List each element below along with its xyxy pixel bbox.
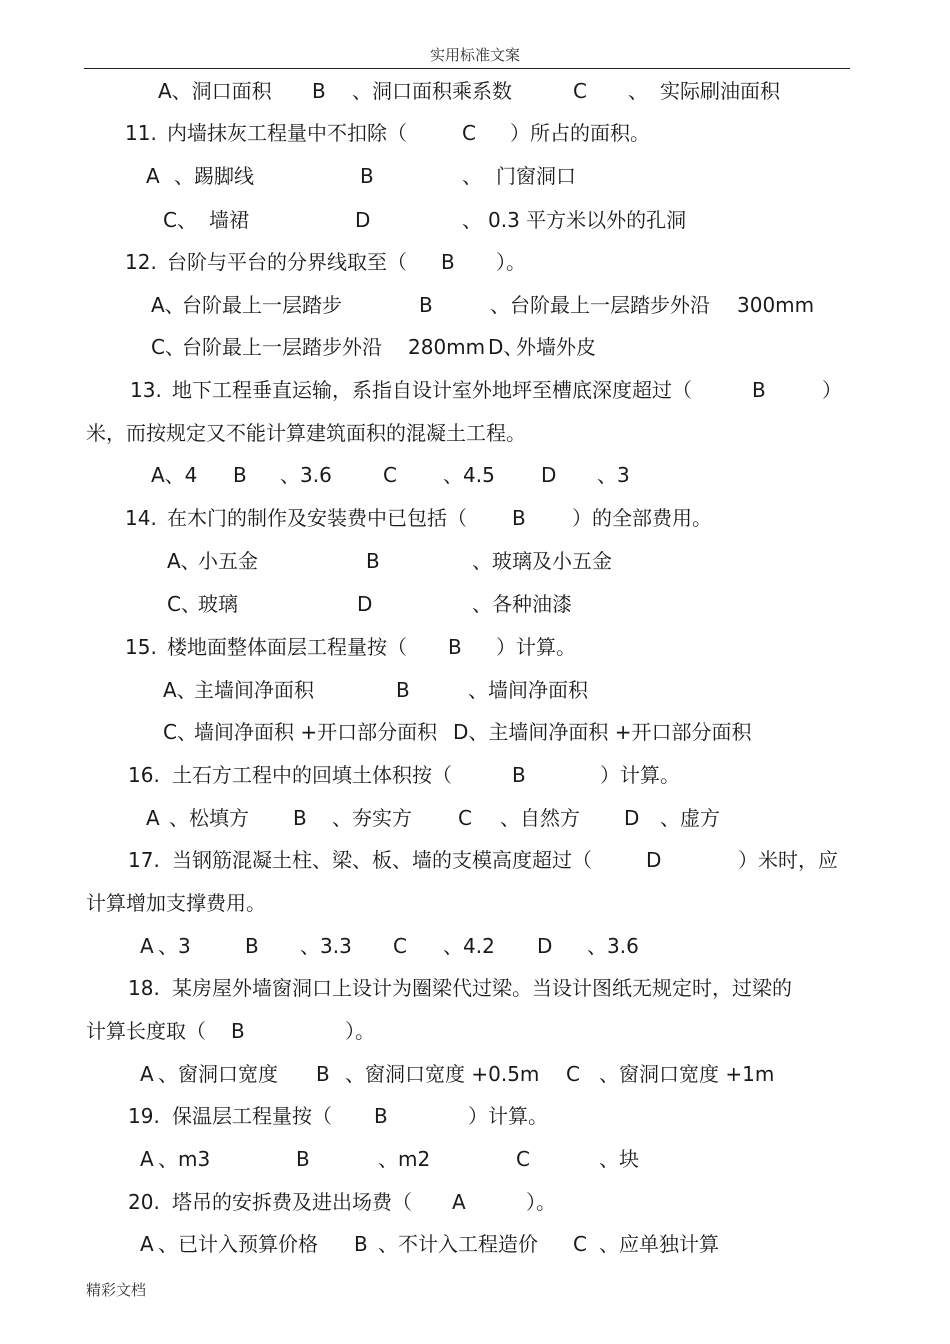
text-segment: 米，而按规定又不能计算建筑面积的混凝土工程。 [86,421,526,445]
text-segment: 300mm [737,293,815,317]
text-segment: 280mm [408,335,486,359]
text-segment: A、 [151,293,185,317]
page-header: 实用标准文案 [429,46,520,64]
text-segment: ）所占的面积。 [510,121,650,145]
text-segment: 、 [462,164,482,188]
text-segment: 台阶最上一层踏步 [182,293,342,317]
text-segment: D、 [488,335,524,359]
text-segment: ）米时，应 [738,848,838,872]
text-segment: D [646,848,662,872]
text-segment: ）。 [345,1019,375,1043]
text-segment: ）计算。 [496,635,576,659]
text-segment: B [360,164,374,188]
text-segment: C [458,806,472,830]
text-segment: 、虚方 [660,806,720,830]
text-segment: 、块 [599,1147,639,1171]
text-segment: A [140,1232,154,1256]
text-segment: 20. [128,1190,160,1214]
text-segment: C [383,463,397,487]
text-segment: 实际刷油面积 [660,79,780,103]
text-segment: C [573,1232,587,1256]
text-segment: ） [822,378,842,402]
text-segment: 在木门的制作及安装费中已包括（ [167,506,467,530]
text-segment: 、应单独计算 [599,1232,719,1256]
text-segment: 、4.2 [443,934,495,958]
text-segment: 计算长度取（ [86,1019,206,1043]
text-segment: 、墙间净面积 [468,678,588,702]
text-segment: B [245,934,259,958]
text-segment: 、 [628,79,648,103]
text-segment: C [573,79,587,103]
text-segment: 、各种油漆 [472,592,572,616]
text-segment: 小五金 [198,549,258,573]
text-segment: 土石方工程中的回填土体积按（ [172,763,452,787]
text-segment: ）。 [526,1190,556,1214]
header-rule [84,68,850,69]
text-segment: A、洞口面积 [158,79,272,103]
text-segment: 19. [128,1104,160,1128]
text-segment: 某房屋外墙窗洞口上设计为圈梁代过梁。当设计图纸无规定时，过梁的 [172,976,792,1000]
text-segment: 15. [125,635,157,659]
text-segment: B [293,806,307,830]
text-segment: 外墙外皮 [516,335,596,359]
text-segment: C、 [167,592,201,616]
text-segment: B [419,293,433,317]
page-footer: 精彩文档 [86,1281,147,1299]
text-segment: B [233,463,247,487]
text-segment: B [366,549,380,573]
text-segment: 、窗洞口宽度 [158,1062,278,1086]
text-segment: A、 [167,549,201,573]
text-segment: B [374,1104,388,1128]
text-segment: B [312,79,326,103]
text-segment: A [140,934,154,958]
text-segment: 内墙抹灰工程量中不扣除（ [167,121,407,145]
text-segment: 保温层工程量按（ [172,1104,332,1128]
text-segment: 0.3 平方米以外的孔洞 [488,208,687,232]
text-segment: 、踢脚线 [174,164,254,188]
text-segment: 、3.6 [280,463,332,487]
text-segment: 、3 [597,463,630,487]
text-segment: C、 [163,208,197,232]
text-segment: 、3.6 [587,934,639,958]
text-segment: 11. [125,121,157,145]
text-segment: C [462,121,476,145]
text-segment: D [541,463,557,487]
text-segment: 墙间净面积 +开口部分面积 [194,720,438,744]
text-segment: 12. [125,250,157,274]
text-segment: ）计算。 [600,763,680,787]
text-segment: D [537,934,553,958]
text-segment: B [448,635,462,659]
text-segment: C [393,934,407,958]
text-segment: 、自然方 [500,806,580,830]
text-segment: A [140,1147,154,1171]
text-segment: B [752,378,766,402]
text-segment: A [140,1062,154,1086]
text-segment: B [441,250,455,274]
text-segment: B [354,1232,368,1256]
text-segment: A、 [163,678,197,702]
text-segment: 计算增加支撑费用。 [86,891,266,915]
text-segment: 14. [125,506,157,530]
text-segment: 16. [128,763,160,787]
text-segment: A [146,164,160,188]
text-segment: 、 [462,208,482,232]
text-segment: ）的全部费用。 [572,506,712,530]
text-segment: C、 [151,335,185,359]
text-segment: 主墙间净面积 [194,678,314,702]
text-segment: 台阶最上一层踏步外沿 [182,335,382,359]
text-segment: 、3.3 [300,934,352,958]
text-segment: 台阶与平台的分界线取至（ [167,250,407,274]
text-segment: 、3 [158,934,191,958]
text-segment: 、4.5 [443,463,495,487]
text-segment: A [146,806,160,830]
text-segment: 墙裙 [209,208,249,232]
text-segment: 、m2 [378,1147,431,1171]
text-segment: D、主墙间净面积 +开口部分面积 [453,720,752,744]
text-segment: ）。 [496,250,526,274]
text-segment: 、松填方 [169,806,249,830]
text-segment: B [512,506,526,530]
text-segment: C [566,1062,580,1086]
text-segment: 、玻璃及小五金 [472,549,612,573]
text-segment: 门窗洞口 [496,164,576,188]
text-segment: B [512,763,526,787]
text-segment: 塔吊的安拆费及进出场费（ [172,1190,412,1214]
text-segment: ）计算。 [468,1104,548,1128]
text-segment: 、m3 [158,1147,211,1171]
text-segment: 、已计入预算价格 [158,1232,318,1256]
text-segment: 、窗洞口宽度 +0.5m [345,1062,540,1086]
text-segment: 18. [128,976,160,1000]
text-segment: 、窗洞口宽度 +1m [599,1062,775,1086]
text-segment: C [516,1147,530,1171]
text-segment: C、 [163,720,197,744]
text-segment: 17. [128,848,160,872]
text-segment: B [296,1147,310,1171]
text-segment: B [231,1019,245,1043]
text-segment: D [357,592,373,616]
text-segment: 、台阶最上一层踏步外沿 [490,293,710,317]
text-segment: 、不计入工程造价 [378,1232,538,1256]
text-segment: 13. [130,378,162,402]
text-segment: 地下工程垂直运输，系指自设计室外地坪至槽底深度超过（ [172,378,692,402]
text-segment: 当钢筋混凝土柱、梁、板、墙的支模高度超过（ [172,848,592,872]
text-segment: 玻璃 [198,592,238,616]
text-segment: B [396,678,410,702]
text-segment: 楼地面整体面层工程量按（ [167,635,407,659]
text-segment: D [624,806,640,830]
text-segment: B [316,1062,330,1086]
text-segment: A [452,1190,466,1214]
text-segment: 、夯实方 [332,806,412,830]
text-segment: A、4 [151,463,198,487]
text-segment: 、洞口面积乘系数 [352,79,512,103]
text-segment: D [355,208,371,232]
